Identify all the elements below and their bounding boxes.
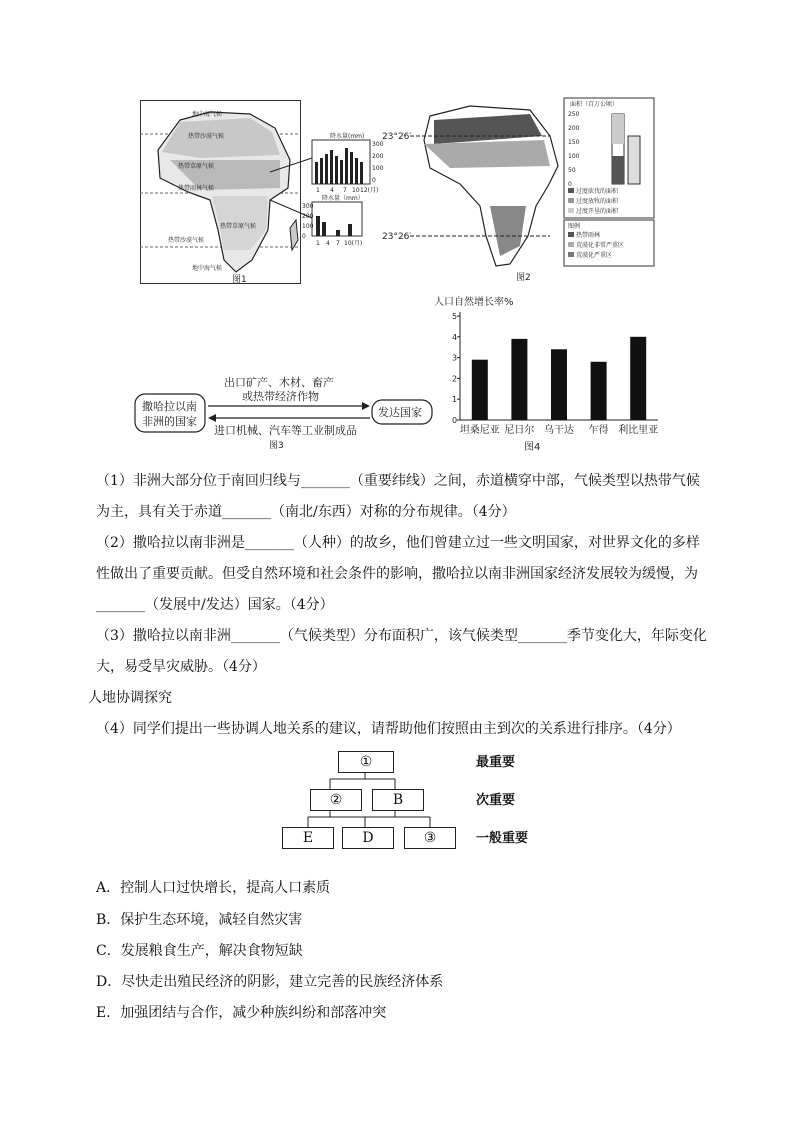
area-tick: 100 <box>568 153 580 160</box>
figure-1-caption: 图1 <box>232 275 247 285</box>
y-tick-label: 2 <box>452 374 458 384</box>
africa-climate-map <box>140 100 384 286</box>
y-tick-label: 4 <box>452 332 458 342</box>
bar <box>511 339 527 420</box>
left-box-line1: 撒哈拉以南 <box>142 400 197 413</box>
legend-item: 荒漠化严重区 <box>576 252 613 259</box>
chart-title: 人口自然增长率% <box>434 297 514 308</box>
ranking-tree <box>280 745 540 855</box>
legend-item: 荒漠化非常严重区 <box>576 242 625 249</box>
climo1-tick: 300 <box>372 141 384 148</box>
area-legend-item: 过度开垦的面积 <box>576 208 619 215</box>
tree-bottom-box: ③ <box>404 827 456 849</box>
climate-label: 热带雨林气候 <box>178 185 215 192</box>
climo1-months: 1 <box>316 187 320 194</box>
level-label: 次重要 <box>476 793 516 808</box>
area-tick: 50 <box>568 167 576 174</box>
figure-3-caption: 图3 <box>269 441 284 451</box>
climo2-tick: 300 <box>302 203 314 210</box>
climate-label: 热带沙漠气候 <box>188 133 225 140</box>
area-tick: 0 <box>568 181 572 188</box>
figure-4-caption: 图4 <box>524 442 541 453</box>
climate-label: 地中海气候 <box>192 265 223 272</box>
climo2-months: 7 <box>336 240 340 247</box>
category-label: 尼日尔 <box>504 425 535 436</box>
legend-title: 图例 <box>568 223 581 230</box>
area-legend-item: 过度砍伐的面积 <box>576 188 619 195</box>
export-line2: 或热带经济作物 <box>242 390 319 403</box>
y-tick-label: 0 <box>452 416 458 425</box>
left-box-line2: 非洲的国家 <box>142 415 197 428</box>
latitude-south: 23°26′ <box>382 232 412 242</box>
latitude-north: 23°26′ <box>382 132 412 142</box>
y-tick-label: 1 <box>452 395 458 405</box>
climate-label: 热带沙漠气候 <box>168 237 205 244</box>
figure-2-caption: 图2 <box>516 273 531 283</box>
climo2-tick: 100 <box>302 223 314 230</box>
climo1-tick: 0 <box>372 177 376 184</box>
legend-item: 热带雨林 <box>576 232 601 239</box>
option-a: A．控制人口过快增长，提高人口素质 <box>96 880 331 896</box>
option-c: C．发展粮食生产，解决食物短缺 <box>96 943 303 959</box>
climo2-months: 10(月) <box>344 240 363 247</box>
climate-label: 热带草原气候 <box>220 223 257 230</box>
figure-4 <box>430 296 670 454</box>
bar <box>551 349 567 420</box>
climo2-tick: 200 <box>302 213 314 220</box>
tree-bottom-box: D <box>342 827 394 849</box>
area-tick: 200 <box>568 125 580 132</box>
level-label: 最重要 <box>476 755 516 770</box>
question-1: （1）非洲大部分位于南回归线与_______（重要纬线）之间，赤道横穿中部，气候类型以热带气候为主，具有关于赤道_______（南北/东西）对称的分布规律。（4分） <box>96 473 700 520</box>
export-line1: 出口矿产、木材、畜产 <box>224 376 334 389</box>
bar <box>630 337 646 420</box>
import-line: 进口机械、汽车等工业制成品 <box>214 424 357 437</box>
bar <box>472 360 488 420</box>
climo1-months: 12(月) <box>360 187 379 194</box>
category-label: 利比里亚 <box>618 425 659 436</box>
category-label: 乌干达 <box>544 425 574 436</box>
question-4: （4）同学们提出一些协调人地关系的建议，请帮助他们按照由主到次的关系进行排序。（4分） <box>96 721 681 737</box>
climo2-months: 1 <box>316 240 320 247</box>
y-tick-label: 5 <box>452 312 458 321</box>
climo1-tick: 100 <box>372 165 384 172</box>
trade-diagram <box>134 370 434 450</box>
category-label: 乍得 <box>588 425 609 436</box>
question-2: （2）撒哈拉以南非洲是_______（人种）的故乡，他们曾建立过一些文明国家，对世界文化的多样性做出了重要贡献。但受自然环境和社会条件的影响，撒哈拉以南非洲国家经济发展较为缓慢，为_______（发展中/发达）国家。（4分） <box>96 535 700 613</box>
area-tick: 150 <box>568 139 580 146</box>
climo2-months: 4 <box>326 240 330 247</box>
africa-desertification-map <box>382 96 660 286</box>
area-tick: 250 <box>568 111 580 118</box>
tree-bottom-box: E <box>282 827 334 849</box>
area-header: 面积（百万公顷） <box>570 101 619 108</box>
climo2-tick: 0 <box>302 233 306 240</box>
figure-2 <box>382 96 660 286</box>
tree-top-box: ① <box>338 751 394 773</box>
population-growth-chart <box>430 296 670 454</box>
figure-1 <box>140 100 384 286</box>
climo2-header: 降水量（mm） <box>322 195 364 202</box>
climate-label: 地中海气候 <box>192 111 223 118</box>
climo1-months: 4 <box>330 187 334 194</box>
area-legend-item: 过度放牧的面积 <box>576 198 619 205</box>
climo1-header: 降水量(mm) <box>330 133 365 140</box>
y-tick-label: 3 <box>452 353 458 363</box>
tree-mid-box: B <box>372 789 424 811</box>
bar <box>591 362 607 420</box>
category-label: 坦桑尼亚 <box>459 425 500 436</box>
climo1-tick: 200 <box>372 153 384 160</box>
option-d: D．尽快走出殖民经济的阴影，建立完善的民族经济体系 <box>96 974 444 990</box>
tree-mid-box: ② <box>310 789 362 811</box>
option-e: E．加强团结与合作，减少种族纠纷和部落冲突 <box>96 1005 387 1021</box>
figure-3 <box>134 370 434 450</box>
climate-label: 热带草原气候 <box>178 163 215 170</box>
level-label: 一般重要 <box>476 831 529 846</box>
question-3: （3）撒哈拉以南非洲_______（气候类型）分布面积广，该气候类型_______季节变化大，年际变化大，易受旱灾威胁。（4分） <box>96 628 707 675</box>
right-box: 发达国家 <box>378 406 422 419</box>
climo1-months: 10 <box>352 187 360 194</box>
section-heading: 人地协调探究 <box>88 690 172 706</box>
climo1-months: 7 <box>343 187 347 194</box>
option-b: B．保护生态环境，减轻自然灾害 <box>96 912 303 928</box>
